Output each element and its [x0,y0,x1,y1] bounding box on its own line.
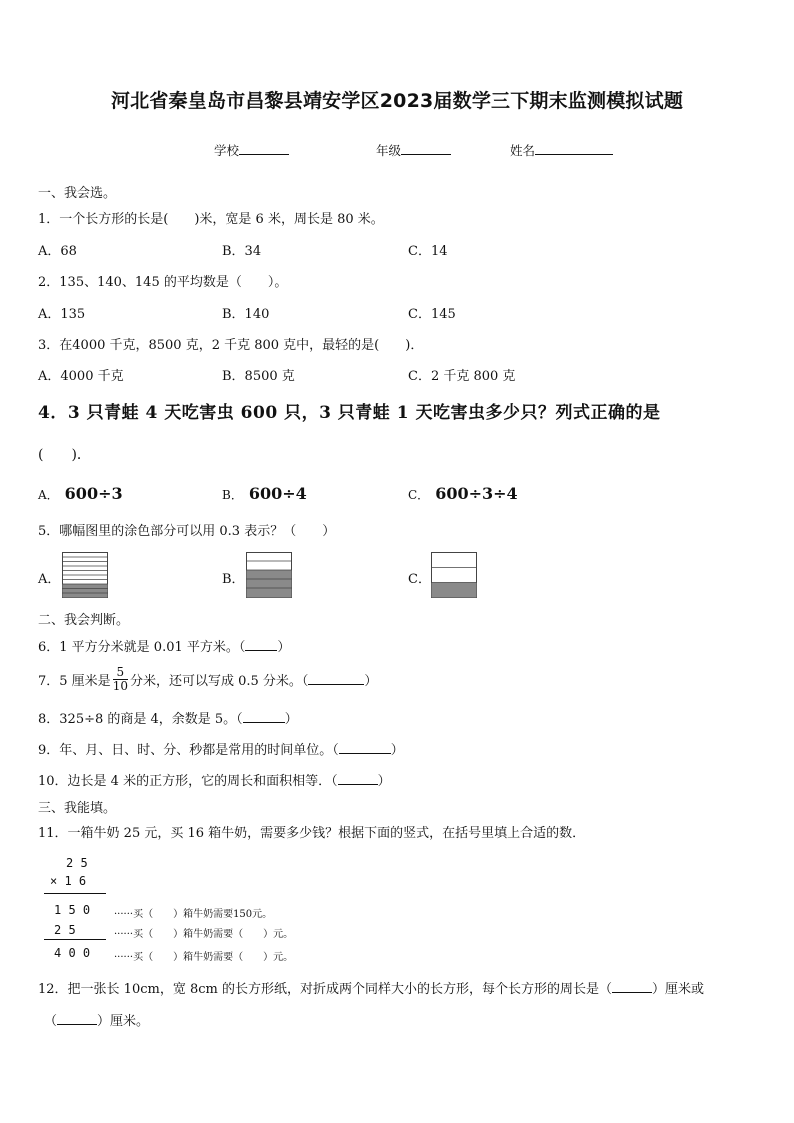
grade-field: 年级 [376,141,451,159]
calc-row-25-second: 2 5 [54,923,76,937]
fraction-5-10: $\frac{5}{10}$ [112,664,128,693]
q5-figure-c [431,552,477,598]
q4-option-c[interactable]: C． 600÷3÷4 [408,484,518,503]
section-heading-3: 三、我能填。 [38,801,117,816]
q3-option-c[interactable]: C．2 千克 800 克 [408,369,516,384]
name-blank[interactable] [535,142,613,155]
question-2: 2．135、140、145 的平均数是（ ）。 [38,275,288,290]
page-title: 河北省秦皇岛市昌黎县靖安学区2023届数学三下期末监测模拟试题 [110,90,684,112]
q1-option-a[interactable]: A．68 [38,244,77,259]
question-4-blank: ( )． [38,447,91,463]
calc-note-2: ······买（ ）箱牛奶需要（ ）元。 [114,929,294,940]
q2-option-a[interactable]: A．135 [38,307,86,322]
question-6: 6．1 平方分米就是 0.01 平方米。（ ） [38,640,291,655]
question-4: 4．3 只青蛙 4 天吃害虫 600 只，3 只青蛙 1 天吃害虫多少只？列式正确的是 [38,403,661,423]
q4-option-a[interactable]: A． 600÷3 [38,484,123,503]
grade-blank[interactable] [401,142,451,155]
question-9: 9．年、月、日、时、分、秒都是常用的时间单位。（ ） [38,743,404,758]
calc-row-times-16: × 1 6 [50,874,87,888]
question-8: 8．325÷8 的商是 4，余数是 5。（ ） [38,712,298,727]
q5-figure-b [246,552,292,598]
q1-option-b[interactable]: B．34 [222,244,262,259]
calc-row-400: 4 0 0 [54,946,91,960]
q5-option-c[interactable]: C． [408,572,431,587]
question-1: 1．一个长方形的长是( )米，宽是 6 米，周长是 80 米。 [38,212,384,227]
q10-answer-blank[interactable] [338,773,378,785]
calc-note-3: ······买（ ）箱牛奶需要（ ）元。 [114,952,294,963]
calc-divider-bottom [44,939,106,940]
q3-option-a[interactable]: A．4000 千克 [38,369,124,384]
q4-option-b[interactable]: B． 600÷4 [222,484,307,503]
question-12-line2: （ ）厘米。 [44,1014,150,1029]
calc-row-25: 2 5 [66,856,88,870]
q2-option-c[interactable]: C．145 [408,307,456,322]
calc-divider-top [44,893,106,894]
question-5: 5．哪幅图里的涂色部分可以用 0.3 表示？（ ） [38,524,336,539]
q5-option-a[interactable]: A． [38,572,61,587]
q3-option-b[interactable]: B．8500 克 [222,369,295,384]
school-field: 学校 [214,141,289,159]
question-3: 3．在4000 千克，8500 克，2 千克 800 克中，最轻的是( )． [38,338,424,353]
section-heading-1: 一、我会选。 [38,186,117,201]
calc-row-150: 1 5 0 [54,903,91,917]
q1-option-c[interactable]: C．14 [408,244,448,259]
question-7: 7．5 厘米是 $\frac{5}{10}$ 分米，还可以写成 0.5 分米。（ ） [38,664,378,693]
q7-answer-blank[interactable] [308,673,364,685]
q12-answer-blank-2[interactable] [57,1013,97,1025]
q8-answer-blank[interactable] [243,711,285,723]
question-10: 10．边长是 4 米的正方形，它的周长和面积相等．（ ） [38,774,391,789]
q6-answer-blank[interactable] [245,639,277,651]
question-11: 11．一箱牛奶 25 元，买 16 箱牛奶，需要多少钱？根据下面的竖式，在括号里填上合适的数． [38,826,586,841]
q5-figure-a [62,552,108,598]
calc-note-1: ······买（ ）箱牛奶需要150元。 [114,909,273,920]
section-heading-2: 二、我会判断。 [38,613,130,628]
school-blank[interactable] [239,142,289,155]
q9-answer-blank[interactable] [339,742,391,754]
question-12-line1: 12．把一张长 10cm，宽 8cm 的长方形纸，对折成两个同样大小的长方形，每个长方形的周长是（ ）厘米或 [38,982,704,997]
q5-option-b[interactable]: B． [222,572,245,587]
q2-option-b[interactable]: B．140 [222,307,270,322]
name-field: 姓名 [510,141,613,159]
q12-answer-blank-1[interactable] [612,981,652,993]
